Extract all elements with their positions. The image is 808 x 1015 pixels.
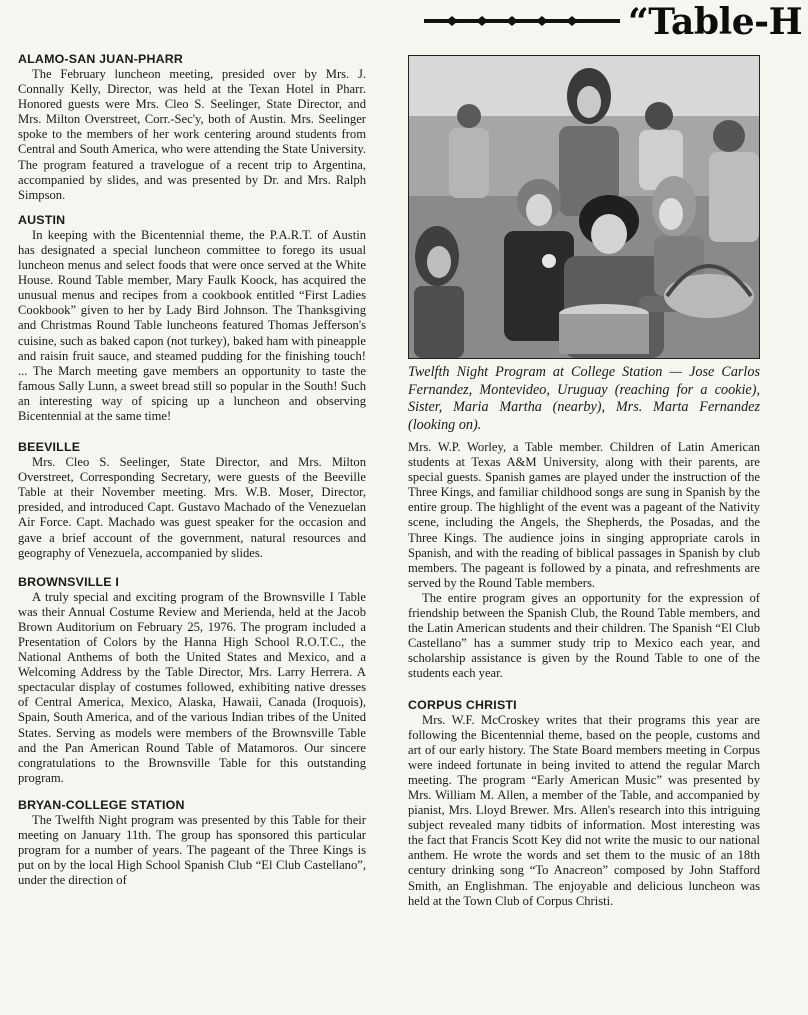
section-paragraph: Mrs. W.F. McCroskey writes that their programs this year are following the Bicentennial theme, based on the people, customs and art of our early history. The State Board members meeting in Corpus were indeed fortunate in being invited to attend the regular March meeting. The program “Early American Music” was presented by Mrs. William M. Allen, a member of the Table, and accompanied by pianist, Mrs. Lloyd Brewer. Mrs. Allen's research into this intriguing subject revealed many tidbits of information. Most interesting was the fact that Francis Scott Key did not write the music to our national anthem. He wrote the words and set them to the music of an 18th century drinking song “To Anacreon” composed by John Stafford Smith, an Englishman. The enjoyable and delicious luncheon was held at the Town Club of Corpus Christi. xyxy=(408,712,760,908)
section-alamo-san-juan-pharr xyxy=(18,52,366,203)
section-heading: ALAMO-SAN JUAN-PHARR xyxy=(18,52,184,66)
section-austin xyxy=(18,213,366,424)
section-paragraph: The entire program gives an opportunity for the expression of friendship between the Spanish Club, the Round Table members, and the Latin American students and their children. The Spanish “El Club Castellano” has a summer study trip to Mexico each year, and scholarship assistance is given by the Round Table to one of the students each year. xyxy=(408,590,760,681)
photo-caption: Twelfth Night Program at College Station — Jose Carlos Fernandez, Montevideo, Uruguay (reaching for a cookie), Sister, Maria Martha (nearby), Mrs. Marta Fernandez (looking on). xyxy=(408,364,760,433)
header-diamond-ornaments xyxy=(424,14,620,28)
section-heading: BRYAN-COLLEGE STATION xyxy=(18,797,185,812)
section-bryan-college-station xyxy=(18,798,366,888)
photo-children-illustration xyxy=(409,56,759,358)
page-header-title: “Table-H xyxy=(628,1,803,43)
section-corpus-christi xyxy=(408,698,760,909)
right-column xyxy=(408,440,760,919)
section-bryan-college-station-continued xyxy=(408,440,760,682)
section-brownsville-i xyxy=(18,575,366,786)
section-paragraph: The February luncheon meeting, presided over by Mrs. J. Connally Kelly, Director, was held at the Texan Hotel in Pharr. Honored guests were Mrs. Cleo S. Seelinger, State Director, and Mrs. Milton Overstreet, Corr.-Sec'y, both of Austin. Mrs. Seelinger spoke to the members of her work centering around students from Central and South America, who were attending the State University. The program featured a travelogue of a recent trip to Argentina, accompanied by slides, and was presented by Dr. and Mrs. Ralph Simpson. xyxy=(18,67,366,202)
section-heading: AUSTIN xyxy=(18,212,66,227)
section-paragraph: Mrs. Cleo S. Seelinger, State Director, and Mrs. Milton Overstreet, Corresponding Secretary, were guests of the Beeville Table at their November meeting. Mrs. W.B. Moser, Director, presided, and introduced Capt. Gustavo Machado of the Venezuelan Air Force. Capt. Machado was guest speaker for the occasion and gave a brief account of the government, natural resources and geography of Venezuela, accompanied by slides. xyxy=(18,455,366,560)
photo-twelfth-night-program xyxy=(408,55,760,359)
section-paragraph: Mrs. W.P. Worley, a Table member. Children of Latin American students at Texas A&M University, along with their parents, are special guests. Spanish games are played under the instruction of the Three Kings, and familiar childhood songs are sung in Spanish by the entire group. The highlight of the event was a pageant of the Nativity scene, including the Angels, the Shepherds, the Posadas, and the Three Kings. The audience joins in singing appropriate carols in Spanish, and with the reading of biblical passages in Spanish by club members. The pageant is followed by a pinata, and refreshments are served by the Round Table members. xyxy=(408,440,760,590)
left-column xyxy=(18,52,366,898)
section-heading: CORPUS CHRISTI xyxy=(408,697,517,712)
section-paragraph: A truly special and exciting program of the Brownsville I Table was their Annual Costume Review and Merienda, held at the Jacob Brown Auditorium on February 25, 1976. The program included a Presentation of Colors by the Hanna High School R.O.T.C., the National Anthems of both the United States and Mexico, and a Welcoming Address by the Table Director, Mrs. Larry Herrera. A spectacular display of costumes followed, exhibiting native dresses of Central America, Mexico, Alaska, Hawaii, Canada (Iroquois), Spain, South America, and of the various Indian tribes of the United States. Serving as models were members of the Brownsville Table and the Pan American Round Table of Matamoros. Our sincere congratulations to the Brownsville Table for this outstanding program. xyxy=(18,589,366,785)
section-heading: BEEVILLE xyxy=(18,440,81,455)
section-paragraph: In keeping with the Bicentennial theme, the P.A.R.T. of Austin has designated a special luncheon committee to forego its usual luncheon menus and select foods that were once served at the White House. Round Table member, Mary Faulk Koock, has acquired the unusual menus and recipes from a cookbook entitled “First Ladies Cookbook” given to her by Lady Bird Johnson. The Thanksgiving and Christmas Round Table luncheons featured Thomas Jefferson's cuisine, such as baked capon (not turkey), baked ham with pineapple and raisin fruit sauce, and steamed pudding for the finishing touch! ... The March meeting gave members an opportunity to taste the famous Sally Lunn, a sweet bread still so popular in the South! Such an interesting way of spicing up a luncheon and observing Bicentennial at the same time! xyxy=(18,227,366,423)
section-heading: BROWNSVILLE I xyxy=(18,574,120,589)
section-paragraph: The Twelfth Night program was presented by this Table for their meeting on January 11th. The group has sponsored this particular program for a number of years. The pageant of the Three Kings is put on by the local High School Spanish Club “El Club Castellano”, under the direction of xyxy=(18,812,366,888)
section-beeville xyxy=(18,440,366,561)
